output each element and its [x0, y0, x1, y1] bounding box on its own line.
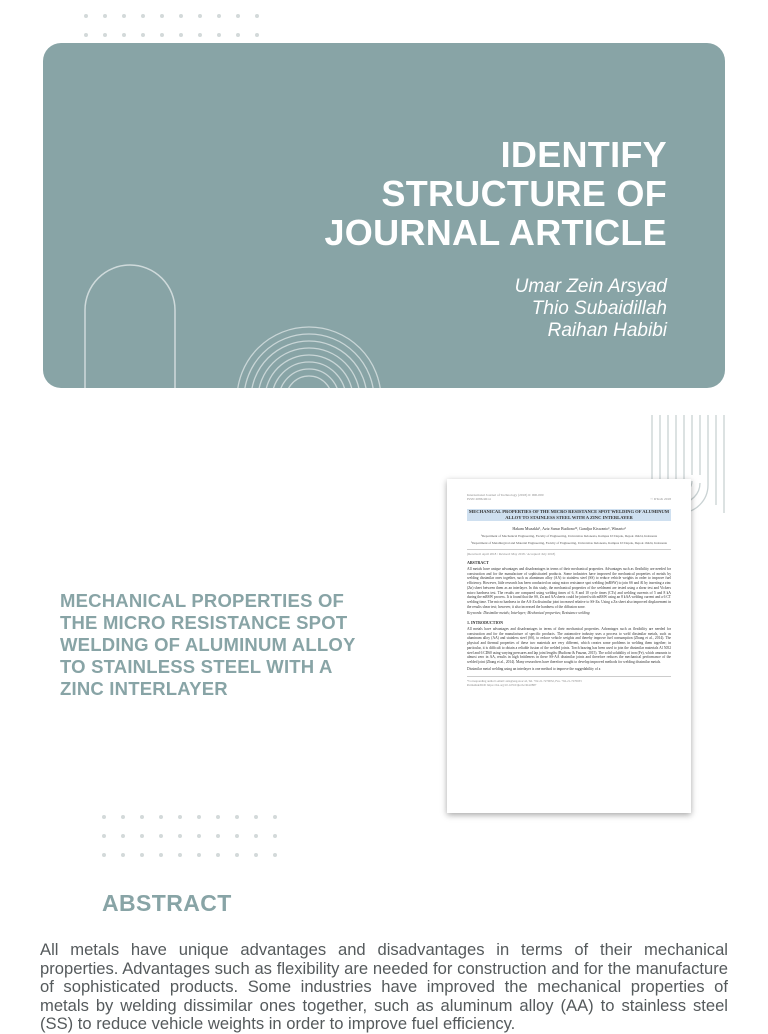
- hero-title: [324, 135, 667, 252]
- article-intro-continued: Dissimilar metal welding using an interlayer is one method to improve the ruggedability of a: [467, 666, 601, 671]
- article-authors: Hakam Muzakki¹, Aziz Sanur Budiono¹², Gandjar Kiswanto¹, Winarto²: [512, 526, 626, 531]
- footnote-line: Permalink/DOI: https://doi.org/10.14716/ijtech.v9i4.0887: [467, 683, 537, 688]
- footnote-line: *Corresponding author's email: aziz@eng.ui.ac.id, Tel. +62-21-7270032, Fax. +62-21-7270033: [467, 679, 582, 684]
- concentric-arches-decoration: [235, 319, 383, 388]
- dot-pattern-middle: [102, 815, 292, 857]
- article-keywords: Keywords: Dissimilar metals; Interlayer; Mechanical properties; Resistance welding: [467, 611, 590, 616]
- hero-banner: [43, 43, 725, 388]
- arch-decoration: [81, 261, 179, 388]
- paper-title: MECHANICAL PROPERTIES OF THE MICRO RESISTANCE SPOT WELDING OF ALUMINUM ALLOY TO STAINLESS STEEL WITH A ZINC INTERLAYER: [60, 590, 356, 699]
- article-header: [467, 493, 671, 501]
- article-intro-body: All metals have advantages and disadvantages in terms of their mechanical properties. Advantages such as flexibility are needed for construction and for the manufacture of specific products. The automotive industry uses a process to weld dissimilar metals, such as aluminum alloy (AA) and stainless steel (SS), to reduce vehicle weights and thereby improve fuel consumption (Zhang et al., 2014). The physical and thermal properties of these two materials are very different, which creates some problems in welding them together; in particular, it is difficult to obtain a reliable fusion of the welded joints. Torch brazing has been used to join the dissimilar materials Al 5052 steel and 6 CD60 using varying pressures and lap joint lengths (Budiono & Fauzan, 2015). The solid solubility of iron (Fe), which amounts to almost zero in AA, results in high brittleness in these SS-AA dissimilar joints and therefore reduces the mechanical performance of the welded joint (Zhang et al., 2014). Many researchers have therefore sought to develop improved methods for welding dissimilar metals.: [467, 627, 671, 664]
- article-affiliation: ¹Department of Mechanical Engineering, Faculty of Engineering, Universitas Indonesia, Kampus UI Depok, Depok 16424, Indonesia: [480, 534, 658, 538]
- issn: ISSN 2086-9614: [467, 497, 491, 501]
- article-dates: (Received: April 2018 / Revised: May 2018 / Accepted: July 2018): [467, 549, 671, 556]
- article-affiliation: ²Department of Metallurgical and Material Engineering, Faculty of Engineering, Universitas Indonesia, Kampus UI Depok, Depok 16424, Indonesia: [470, 541, 668, 545]
- abstract-text: All metals have unique advantages and disadvantages in terms of their mechanical properties. Advantages such as flexibility are needed for construction and for the manufacture of sophisticated products. Some industries have improved the mechanical properties of metals by welding dissimilar ones together, such as aluminum alloy (AA) to stainless steel (SS) to reduce vehicle weights in order to improve fuel efficiency.: [40, 940, 728, 1033]
- author-list: [515, 276, 667, 342]
- hero-title-line: STRUCTURE OF: [381, 173, 667, 214]
- article-abstract-body: All metals have unique advantages and disadvantages in terms of their mechanical properties. Advantages such as flexibility are needed for construction and for the manufacture of sophisticated products. Some industries have improved the mechanical properties of metals by welding dissimilar ones together, such as aluminum alloy (AA) to stainless steel (SS) to reduce vehicle weights in order to improve fuel efficiency. However, little research has been conducted on using micro resistance spot welding (mRSW) to join SS and Al by inserting a zinc (Zn) sheet between them as an interlayer. In this study, the mechanical properties of the weldment are tested using a shear test and Vickers micro hardness test. The results are compared using welding times of 6, 8 and 10 cycle times (CTs) and welding currents of 5 and 8 kA during the mRSW process. It is found that the SS, Zn and AA sheets could be joined with mRSW using an 8 kAA welding current and a 6 CT welding time. The micro hardness in the AA-Zn dissimilar joint increased relative to SS-Zn. Using a Zn sheet also improved displacement in the results shear test; however, it also increased the hardness of the diffusion zone.: [467, 567, 671, 609]
- article-abstract-heading: ABSTRACT: [467, 560, 489, 565]
- author-name: Raihan Habibi: [547, 320, 667, 341]
- article-preview: [447, 479, 691, 813]
- abstract-heading: ABSTRACT: [102, 890, 232, 916]
- article-footnote: [467, 676, 671, 687]
- hero-title-line: JOURNAL ARTICLE: [324, 212, 667, 253]
- article-intro-heading: 1. INTRODUCTION: [467, 620, 504, 626]
- article-title: MECHANICAL PROPERTIES OF THE MICRO RESISTANCE SPOT WELDING OF ALUMINUM ALLOY TO STAINLESS STEEL WITH A ZINC INTERLAYER: [468, 509, 670, 520]
- author-name: Umar Zein Arsyad: [514, 276, 667, 297]
- hero-title-line: IDENTIFY: [500, 134, 667, 175]
- author-name: Thio Subaidillah: [531, 298, 667, 319]
- copyright: © IJTech 2018: [650, 497, 671, 501]
- journal-name: International Journal of Technology (2018) 6: 000-000: [467, 493, 544, 497]
